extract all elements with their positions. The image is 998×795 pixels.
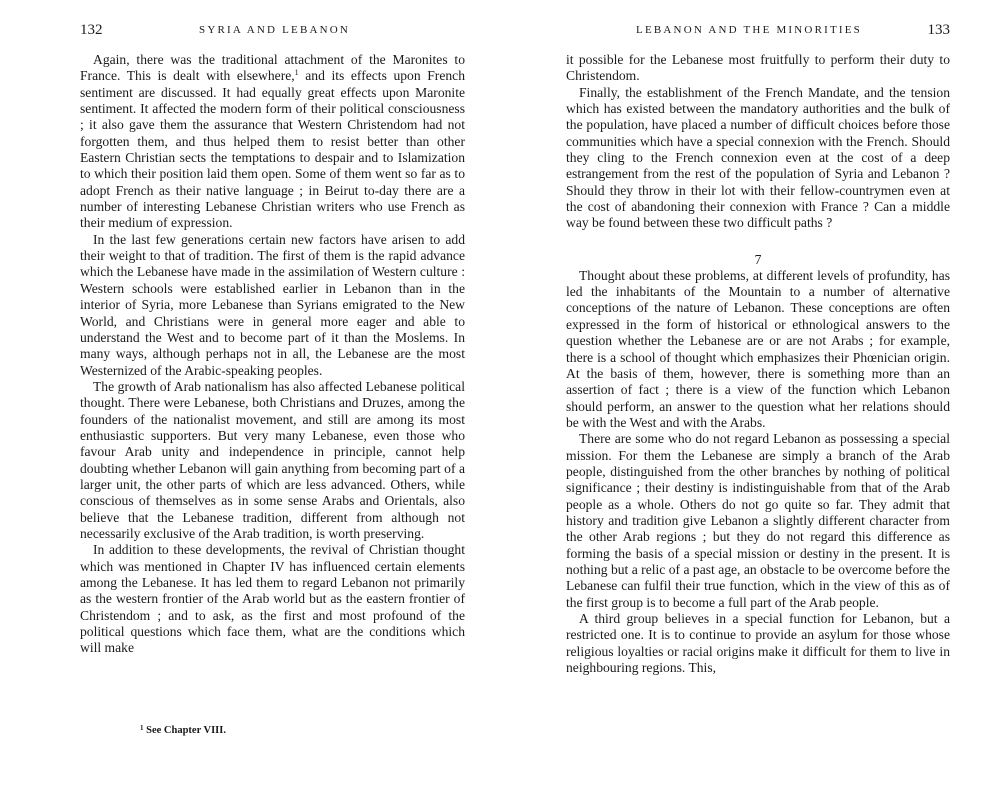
footnote	[140, 724, 226, 736]
right-page-header	[566, 22, 950, 48]
paragraph: The growth of Arab nationalism has also affected Lebanese political thought. There were Lebanese, both Christians and Druzes, among the founders of the nationalist movement, and still are among its most enthusiastic supporters. But very many Lebanese, even those who favour Arab unity and independence in principle, cannot help doubting whether Lebanon will gain anything from becoming part of a larger unit, the other parts of which are less advanced. Others, while conscious of themselves as in some sense Arabs and Orientals, also believe that the Lebanese tradition, different from although not necessarily exclusive of the Arab tradition, is worth preserving.	[80, 378, 465, 541]
running-head: LEBANON AND THE MINORITIES	[636, 24, 862, 36]
footnote-mark: 1	[140, 724, 144, 732]
left-page-header	[80, 22, 465, 48]
paragraph-text: and its effects upon French sentiment are discussed. It had equally great effects upon Maronite sentiment. It affected the modern form of their political consciousness ; it also gave them the assurance that Western Christendom had not forgotten them, and thus helped them to resist better than other Eastern Christian sects the temptations to despair and to Islamization to which their position laid them open. Some of them went so far as to adopt French as their native language ; in Beirut to-day there are a number of interesting Lebanese Christian writers who use French as their medium of expression.	[80, 68, 465, 231]
left-page	[80, 0, 465, 657]
right-page	[566, 0, 950, 676]
paragraph	[80, 52, 465, 232]
page-number: 133	[927, 22, 950, 38]
paragraph: There are some who do not regard Lebanon as possessing a special mission. For them the Lebanese are simply a branch of the Arab people, distinguished from the other branches by nothing of political significance ; their destiny is indistinguishable from that of the Arab people as a whole. Others do not go quite so far. They admit that history and tradition give Lebanon a slightly different character from the other Arab regions ; but they do not regard this difference as forming the basis of a special mission or destiny in the present. It is nothing but a relic of a past age, an obstacle to be overcome before the Lebanese can fulfil their true function, which in the view of this as of the first group is to become a full part of the Arab people.	[566, 431, 950, 610]
paragraph: Finally, the establishment of the French Mandate, and the tension which has existed between the mandatory authorities and the bulk of the population, have placed a number of difficult choices before those communities which have a special connexion with the French. Should they cling to the French connexion even at the cost of a deep estrangement from the rest of the population of Syria and Lebanon ? Should they throw in their lot with their fellow-countrymen even at the cost of abandoning their connexion with France ? Can a middle way be found between these two difficult paths ?	[566, 84, 950, 231]
running-head: SYRIA AND LEBANON	[199, 24, 351, 36]
section-number: 7	[754, 251, 762, 267]
paragraph: Thought about these problems, at different levels of profundity, has led the inhabitants of the Mountain to a number of alternative conceptions of the nature of Lebanon. These conceptions are often expressed in the form of historical or ethnological answers to the question whether the Lebanese are or are not Arabs ; for example, there is a school of thought which emphasizes their Phœnician origin. At the basis of them, however, there is something more than an assertion of fact ; there is a view of the function which Lebanon should perform, an answer to the question what her relations should be with the West and with the Arabs.	[566, 267, 950, 430]
paragraph-text: Again, there was the traditional attachment of the Maronites to France. This is dealt with elsewhere,	[80, 52, 465, 84]
paragraph: A third group believes in a special function for Lebanon, but a restricted one. It is to continue to provide an asylum for those whose religious loyalties or racial origins make it difficult for them to live in neighbouring regions. This,	[566, 611, 950, 676]
paragraph: In addition to these developments, the revival of Christian thought which was mentioned in Chapter IV has influenced certain elements among the Lebanese. It has led them to regard Lebanon not primarily as the western frontier of the Arab world but as the eastern frontier of Christendom ; and to ask, as the first and most profound of the political questions which face them, what are the conditions which will make	[80, 542, 465, 656]
right-page-body	[566, 52, 950, 676]
page-number: 132	[80, 22, 103, 38]
footnote-reference: 1	[294, 68, 299, 78]
left-page-body	[80, 52, 465, 657]
footnote-text: See Chapter VIII.	[143, 725, 226, 736]
paragraph: In the last few generations certain new factors have arisen to add their weight to that of tradition. The first of them is the rapid advance which the Lebanese have made in the assimilation of Western culture : Western schools were established earlier in Lebanon than in the interior of Syria, more Lebanese than Syrians emigrated to the New World, and Christians were in general more eager and able to understand the West and to become part of it than the Moslems. In many ways, although perhaps not in all, the Lebanese are the most Westernized of the Arabic-speaking peoples.	[80, 231, 465, 378]
paragraph-continuation: it possible for the Lebanese most fruitfully to perform their duty to Christendom.	[566, 52, 950, 84]
